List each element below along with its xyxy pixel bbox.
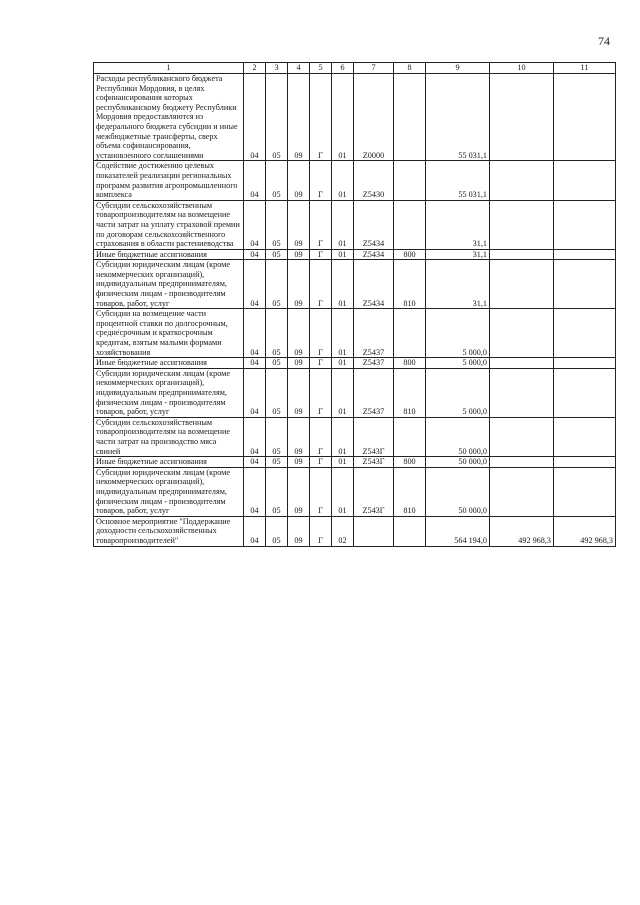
table-row <box>94 200 616 249</box>
table-row <box>94 260 616 309</box>
section-code: 04 <box>244 417 266 456</box>
event-code: 01 <box>332 249 354 260</box>
table-row <box>94 368 616 417</box>
program-code: 09 <box>288 309 310 358</box>
subprogram-code: Г <box>310 457 332 468</box>
section-code: 04 <box>244 457 266 468</box>
target-article-code: Z543Г <box>354 467 394 516</box>
amount-year-2 <box>490 309 554 358</box>
expense-type-code: 810 <box>394 368 426 417</box>
amount-year-2 <box>490 467 554 516</box>
amount-year-3 <box>554 368 616 417</box>
amount-year-2 <box>490 74 554 161</box>
program-code: 09 <box>288 516 310 546</box>
amount-year-3 <box>554 200 616 249</box>
target-article-code <box>354 516 394 546</box>
section-code: 04 <box>244 309 266 358</box>
event-code: 01 <box>332 467 354 516</box>
section-code: 04 <box>244 74 266 161</box>
section-code: 04 <box>244 516 266 546</box>
target-article-code: Z5437 <box>354 309 394 358</box>
program-code: 09 <box>288 417 310 456</box>
amount-year-1: 55 031,1 <box>426 161 490 200</box>
subsection-code: 05 <box>266 417 288 456</box>
table-row <box>94 161 616 200</box>
event-code: 01 <box>332 200 354 249</box>
subprogram-code: Г <box>310 74 332 161</box>
program-code: 09 <box>288 358 310 369</box>
section-code: 04 <box>244 368 266 417</box>
row-name: Субсидии сельскохозяйственным товаропроизводителям на возмещение части затрат на производство мяса свиней <box>94 417 244 456</box>
subprogram-code: Г <box>310 161 332 200</box>
amount-year-3 <box>554 249 616 260</box>
program-code: 09 <box>288 249 310 260</box>
expense-type-code: 800 <box>394 249 426 260</box>
program-code: 09 <box>288 467 310 516</box>
expense-type-code <box>394 309 426 358</box>
amount-year-3: 492 968,3 <box>554 516 616 546</box>
column-header: 11 <box>554 63 616 74</box>
table-row <box>94 467 616 516</box>
event-code: 01 <box>332 358 354 369</box>
subsection-code: 05 <box>266 74 288 161</box>
section-code: 04 <box>244 200 266 249</box>
table-row <box>94 249 616 260</box>
amount-year-1: 5 000,0 <box>426 368 490 417</box>
section-code: 04 <box>244 260 266 309</box>
subprogram-code: Г <box>310 260 332 309</box>
amount-year-1: 5 000,0 <box>426 309 490 358</box>
row-name: Иные бюджетные ассигнования <box>94 249 244 260</box>
event-code: 01 <box>332 368 354 417</box>
amount-year-1: 50 000,0 <box>426 457 490 468</box>
amount-year-3 <box>554 260 616 309</box>
row-name: Субсидии юридическим лицам (кроме некоммерческих организаций), индивидуальным предпринимателям, физическим лицам - производителям товаров, работ, услуг <box>94 368 244 417</box>
amount-year-3 <box>554 309 616 358</box>
row-name: Субсидии на возмещение части процентной ставки по долгосрочным, среднесрочным и краткосрочным кредитам, взятым малыми формами хозяйствования <box>94 309 244 358</box>
page-number: 74 <box>598 34 610 48</box>
amount-year-1: 31,1 <box>426 260 490 309</box>
row-name: Субсидии юридическим лицам (кроме некоммерческих организаций), индивидуальным предпринимателям, физическим лицам - производителям товаров, работ, услуг <box>94 467 244 516</box>
subprogram-code: Г <box>310 417 332 456</box>
amount-year-2 <box>490 249 554 260</box>
table-row <box>94 309 616 358</box>
target-article-code: Z5434 <box>354 249 394 260</box>
subprogram-code: Г <box>310 368 332 417</box>
table-row <box>94 417 616 456</box>
table-row <box>94 457 616 468</box>
subprogram-code: Г <box>310 249 332 260</box>
amount-year-1: 564 194,0 <box>426 516 490 546</box>
subsection-code: 05 <box>266 457 288 468</box>
subsection-code: 05 <box>266 260 288 309</box>
amount-year-1: 31,1 <box>426 249 490 260</box>
amount-year-2 <box>490 417 554 456</box>
subsection-code: 05 <box>266 516 288 546</box>
amount-year-2 <box>490 368 554 417</box>
column-header: 3 <box>266 63 288 74</box>
event-code: 02 <box>332 516 354 546</box>
expense-type-code <box>394 74 426 161</box>
table-row <box>94 516 616 546</box>
column-header: 10 <box>490 63 554 74</box>
column-header: 5 <box>310 63 332 74</box>
event-code: 01 <box>332 260 354 309</box>
target-article-code: Z0000 <box>354 74 394 161</box>
amount-year-3 <box>554 457 616 468</box>
expense-type-code <box>394 161 426 200</box>
target-article-code: Z5430 <box>354 161 394 200</box>
section-code: 04 <box>244 249 266 260</box>
amount-year-1: 50 000,0 <box>426 467 490 516</box>
amount-year-1: 31,1 <box>426 200 490 249</box>
column-header: 4 <box>288 63 310 74</box>
expense-type-code <box>394 417 426 456</box>
expense-type-code: 800 <box>394 358 426 369</box>
section-code: 04 <box>244 358 266 369</box>
row-name: Иные бюджетные ассигнования <box>94 457 244 468</box>
amount-year-2 <box>490 260 554 309</box>
table-row <box>94 358 616 369</box>
row-name: Содействие достижению целевых показателей реализации региональных программ развития агропромышленного комплекса <box>94 161 244 200</box>
subsection-code: 05 <box>266 249 288 260</box>
expense-type-code: 810 <box>394 467 426 516</box>
subsection-code: 05 <box>266 368 288 417</box>
subsection-code: 05 <box>266 309 288 358</box>
amount-year-3 <box>554 358 616 369</box>
program-code: 09 <box>288 74 310 161</box>
subprogram-code: Г <box>310 200 332 249</box>
expense-type-code: 810 <box>394 260 426 309</box>
budget-table <box>93 62 616 547</box>
amount-year-2 <box>490 200 554 249</box>
event-code: 01 <box>332 161 354 200</box>
subsection-code: 05 <box>266 200 288 249</box>
column-header: 1 <box>94 63 244 74</box>
target-article-code: Z5437 <box>354 358 394 369</box>
amount-year-3 <box>554 417 616 456</box>
header-row <box>94 63 616 74</box>
amount-year-2 <box>490 358 554 369</box>
row-name: Субсидии юридическим лицам (кроме некоммерческих организаций), индивидуальным предпринимателям, физическим лицам - производителям товаров, работ, услуг <box>94 260 244 309</box>
column-header: 9 <box>426 63 490 74</box>
row-name: Основное мероприятие "Поддержание доходности сельскохозяйственных товаропроизводителей" <box>94 516 244 546</box>
amount-year-1: 50 000,0 <box>426 417 490 456</box>
amount-year-2 <box>490 161 554 200</box>
section-code: 04 <box>244 467 266 516</box>
subprogram-code: Г <box>310 467 332 516</box>
subprogram-code: Г <box>310 309 332 358</box>
target-article-code: Z543Г <box>354 417 394 456</box>
section-code: 04 <box>244 161 266 200</box>
subprogram-code: Г <box>310 358 332 369</box>
column-header: 2 <box>244 63 266 74</box>
column-header: 6 <box>332 63 354 74</box>
target-article-code: Z5434 <box>354 260 394 309</box>
amount-year-3 <box>554 467 616 516</box>
target-article-code: Z5437 <box>354 368 394 417</box>
amount-year-1: 55 031,1 <box>426 74 490 161</box>
row-name: Иные бюджетные ассигнования <box>94 358 244 369</box>
expense-type-code: 800 <box>394 457 426 468</box>
program-code: 09 <box>288 200 310 249</box>
event-code: 01 <box>332 74 354 161</box>
program-code: 09 <box>288 161 310 200</box>
event-code: 01 <box>332 309 354 358</box>
column-header: 7 <box>354 63 394 74</box>
amount-year-1: 5 000,0 <box>426 358 490 369</box>
program-code: 09 <box>288 260 310 309</box>
subsection-code: 05 <box>266 161 288 200</box>
subprogram-code: Г <box>310 516 332 546</box>
table-row <box>94 74 616 161</box>
amount-year-3 <box>554 74 616 161</box>
row-name: Расходы республиканского бюджета Республики Мордовия, в целях софинансирования которых республиканскому бюджету Республики Мордовия предоставляются из федерального бюджета субсидии и иные межбюджетные трансферты, сверх объема софинансирования, установленного соглашениями <box>94 74 244 161</box>
amount-year-3 <box>554 161 616 200</box>
event-code: 01 <box>332 457 354 468</box>
target-article-code: Z5434 <box>354 200 394 249</box>
target-article-code: Z543Г <box>354 457 394 468</box>
event-code: 01 <box>332 417 354 456</box>
amount-year-2: 492 968,3 <box>490 516 554 546</box>
expense-type-code <box>394 516 426 546</box>
row-name: Субсидии сельскохозяйственным товаропроизводителям на возмещение части затрат на уплату страховой премии по договорам сельскохозяйственного страхования в области растениеводства <box>94 200 244 249</box>
expense-type-code <box>394 200 426 249</box>
subsection-code: 05 <box>266 467 288 516</box>
program-code: 09 <box>288 368 310 417</box>
program-code: 09 <box>288 457 310 468</box>
column-header: 8 <box>394 63 426 74</box>
amount-year-2 <box>490 457 554 468</box>
subsection-code: 05 <box>266 358 288 369</box>
